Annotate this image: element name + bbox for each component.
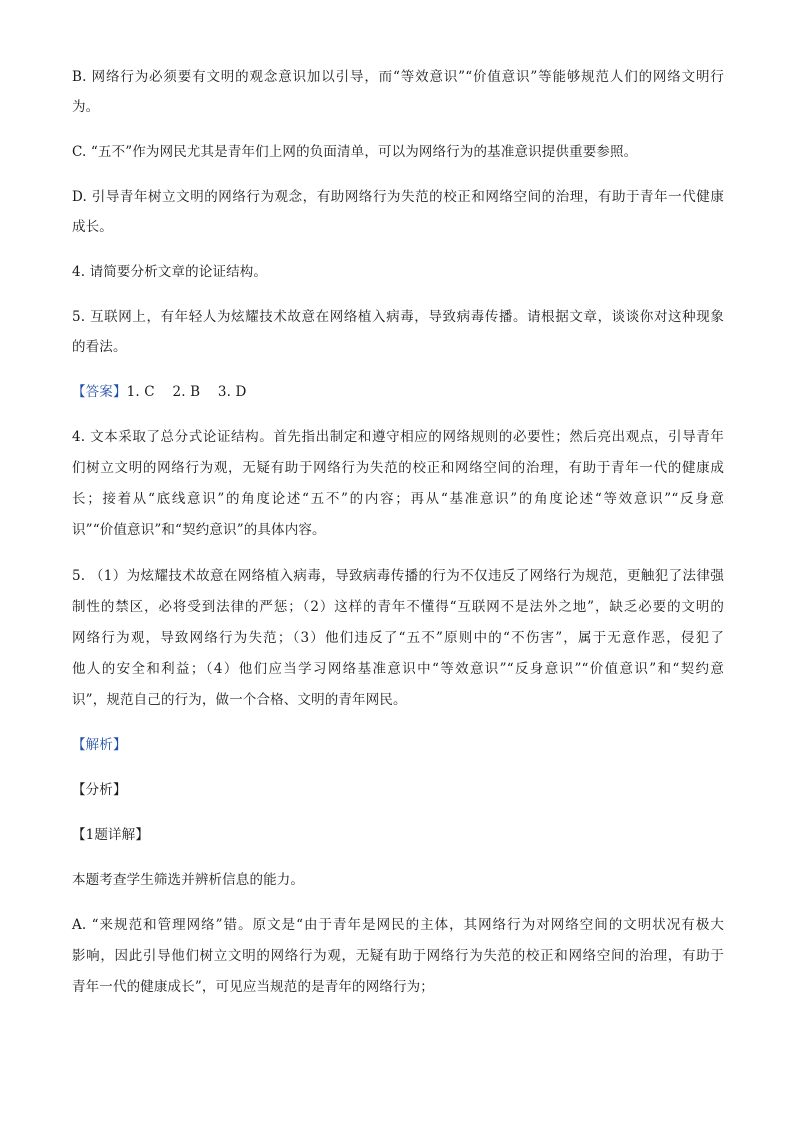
- answer-5-line-3: 网络行为观，导致网络行为失范；（3）他们违反了“五不”原则中的“不伤害”，属于无意作恶，侵犯了: [72, 630, 724, 646]
- option-c-line-1: C. “五不”作为网民尤其是青年们上网的负面清单，可以为网络行为的基准意识提供重要参照。: [72, 144, 638, 160]
- analysis-intro: 本题考查学生筛选并辨析信息的能力。: [72, 872, 305, 888]
- option-b-line-1: B. 网络行为必须要有文明的观念意识加以引导，而“等效意识”“价值意识”等能够规范人们的网络文明行: [72, 69, 724, 85]
- question-5-line-1: 5. 互联网上，有年轻人为炫耀技术故意在网络植入病毒，导致病毒传播。请根据文章，谈谈你对这种现象: [72, 309, 724, 325]
- answer-label: 【答案】: [72, 384, 127, 400]
- answer-5-line-2: 制性的禁区，必将受到法律的严惩；（2）这样的青年不懂得“互联网不是法外之地”，缺乏必要的文明的: [72, 599, 724, 615]
- answer-5-line-4: 他人的安全和利益；（4）他们应当学习网络基准意识中“等效意识”“反身意识”“价值意识”和“契约意: [72, 661, 724, 677]
- analysis-a-line-3: 青年一代的健康成长”，可见应当规范的是青年的网络行为；: [72, 979, 434, 995]
- question-4: 4. 请简要分析文章的论证结构。: [72, 264, 268, 280]
- answer-4-line-1: 4. 文本采取了总分式论证结构。首先指出制定和遵守相应的网络规则的必要性；然后亮出观点，引导青年: [72, 429, 724, 445]
- option-d-line-1: D. 引导青年树立文明的网络行为观念，有助网络行为失范的校正和网络空间的治理，有助于青年一代健康: [72, 189, 724, 205]
- answer-4-line-2: 们树立文明的网络行为观，无疑有助于网络行为失范的校正和网络空间的治理，有助于青年一代的健康成: [72, 460, 724, 476]
- answer-mc-line: [72, 382, 724, 402]
- analysis-a-line-2: 影响，因此引导他们树立文明的网络行为观，无疑有助于网络行为失范的校正和网络空间的治理，有助于: [72, 948, 724, 964]
- analysis-label: 【解析】: [72, 737, 127, 753]
- option-b-line-2: 为。: [72, 99, 100, 115]
- answer-mc: 1. C 2. B 3. D: [126, 384, 247, 400]
- fenxi-label: 【分析】: [72, 782, 127, 798]
- answer-4-line-4: 识”“价值意识”和“契约意识”的具体内容。: [72, 522, 326, 538]
- analysis-a-line-1: A. “来规范和管理网络”错。原文是“由于青年是网民的主体，其网络行为对网络空间的文明状况有极大: [72, 917, 724, 933]
- q1-detail-label: 【1题详解】: [72, 827, 149, 843]
- answer-5-line-5: 识”，规范自己的行为，做一个合格、文明的青年网民。: [72, 692, 407, 708]
- option-d-line-2: 成长。: [72, 219, 113, 235]
- question-5-line-2: 的看法。: [72, 339, 127, 355]
- answer-5-line-1: 5. （1）为炫耀技术故意在网络植入病毒，导致病毒传播的行为不仅违反了网络行为规范，更触犯了法律强: [72, 568, 724, 584]
- answer-4-line-3: 长；接着从“底线意识”的角度论述“五不”的内容；再从“基准意识”的角度论述“等效意识”“反身意: [72, 491, 724, 507]
